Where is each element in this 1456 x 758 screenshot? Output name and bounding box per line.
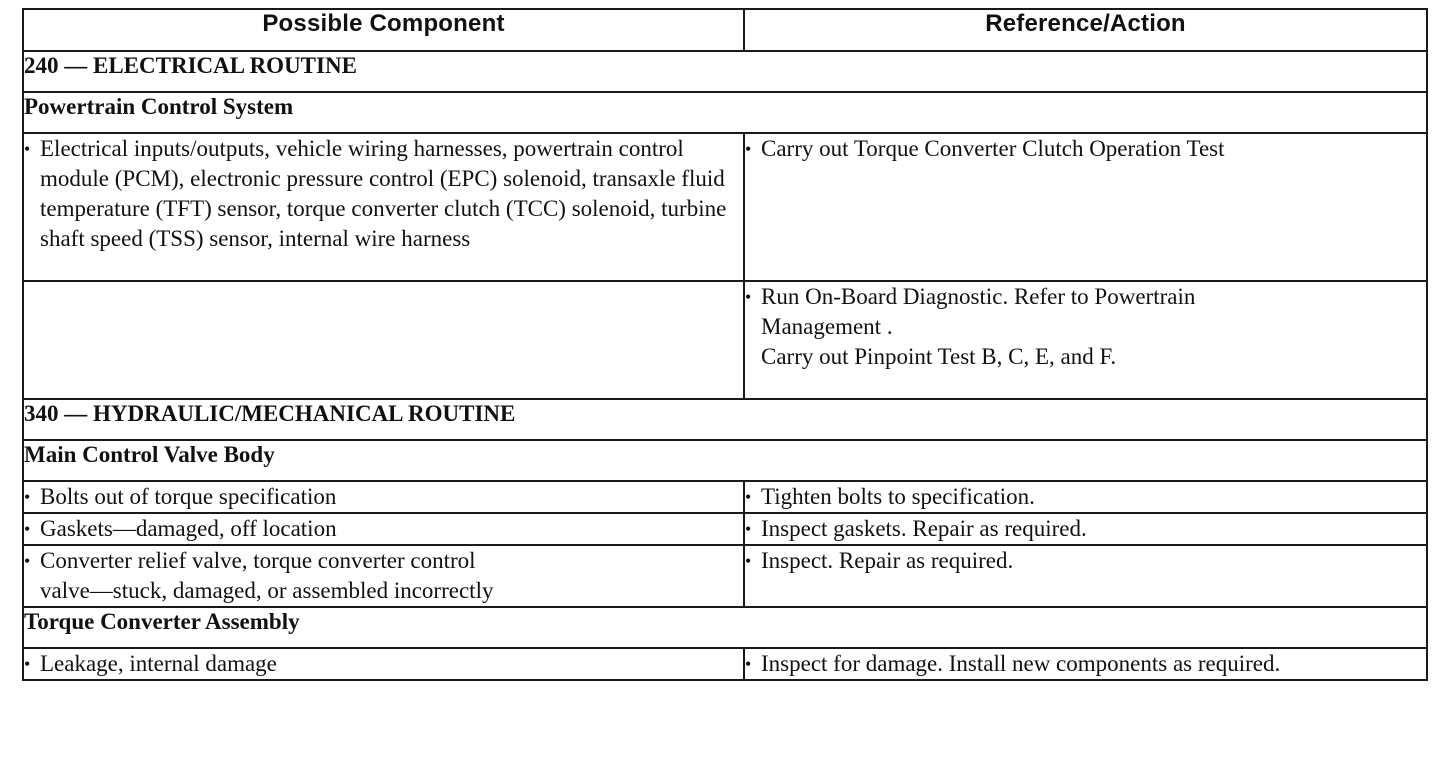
component-cell [23,545,744,607]
subsystem-heading-valve-body: Main Control Valve Body [23,440,1427,481]
list-item [24,546,743,606]
column-header-action: Reference/Action [744,9,1427,51]
column-header-component: Possible Component [23,9,744,51]
list-item [745,514,1426,544]
routine-heading-electrical: 240 — ELECTRICAL ROUTINE [23,51,1427,92]
component-text: Electrical inputs/outputs, vehicle wiring harnesses, powertrain control module (PCM), electronic pressure control (EPC) solenoid, transaxle fluid temperature (TFT) sensor, torque converter clutch (TCC) solenoid, turbine shaft speed (TSS) sensor, internal wire harness [40,136,727,251]
action-cell [744,545,1427,607]
action-text: Tighten bolts to specification. [761,484,1035,509]
table-row [23,648,1427,680]
action-line: Run On-Board Diagnostic. Refer to Powertrain [761,284,1196,309]
action-cell [744,481,1427,513]
list-item [745,546,1426,576]
bullet-icon: • [24,487,31,507]
bullet-icon: • [745,519,752,539]
component-cell [23,481,744,513]
bullet-icon: • [24,519,31,539]
subsystem-heading-powertrain: Powertrain Control System [23,92,1427,133]
subsystem-row [23,607,1427,648]
action-text: Carry out Torque Converter Clutch Operation Test [761,136,1225,161]
action-cell [744,281,1427,399]
bullet-icon: • [24,139,31,159]
bullet-icon: • [745,139,752,159]
component-cell [23,648,744,680]
table-row [23,545,1427,607]
list-item [745,482,1426,512]
routine-row [23,51,1427,92]
table-row [23,281,1427,399]
component-text: Gaskets—damaged, off location [40,516,337,541]
list-item [745,649,1426,679]
table-row [23,133,1427,281]
action-cell [744,513,1427,545]
list-item [24,134,743,254]
table-row [23,481,1427,513]
bullet-icon: • [745,287,752,307]
list-item [24,649,743,679]
component-text: Bolts out of torque specification [40,484,337,509]
action-cell [744,133,1427,281]
action-line: Carry out Pinpoint Test B, C, E, and F. [761,344,1117,369]
routine-heading-hydraulic: 340 — HYDRAULIC/MECHANICAL ROUTINE [23,399,1427,440]
diagnostic-table [22,8,1428,681]
list-item [745,134,1426,164]
component-line: Converter relief valve, torque converter control [40,548,476,573]
component-text: Leakage, internal damage [40,651,277,676]
list-item [24,482,743,512]
bullet-icon: • [24,654,31,674]
action-cell [744,648,1427,680]
component-line: valve—stuck, damaged, or assembled incorrectly [40,578,494,603]
component-cell [23,513,744,545]
list-item [24,514,743,544]
header-row [23,9,1427,51]
bullet-icon: • [745,654,752,674]
action-text: Inspect. Repair as required. [761,548,1014,573]
table-row [23,513,1427,545]
component-cell [23,133,744,281]
component-cell-empty [23,281,744,399]
bullet-icon: • [745,487,752,507]
action-text: Inspect for damage. Install new components as required. [761,651,1281,676]
bullet-icon: • [745,551,752,571]
action-line: Management . [761,314,893,339]
bullet-icon: • [24,551,31,571]
subsystem-row [23,440,1427,481]
list-item [745,282,1426,372]
subsystem-row [23,92,1427,133]
subsystem-heading-torque-converter: Torque Converter Assembly [23,607,1427,648]
action-text: Inspect gaskets. Repair as required. [761,516,1087,541]
routine-row [23,399,1427,440]
